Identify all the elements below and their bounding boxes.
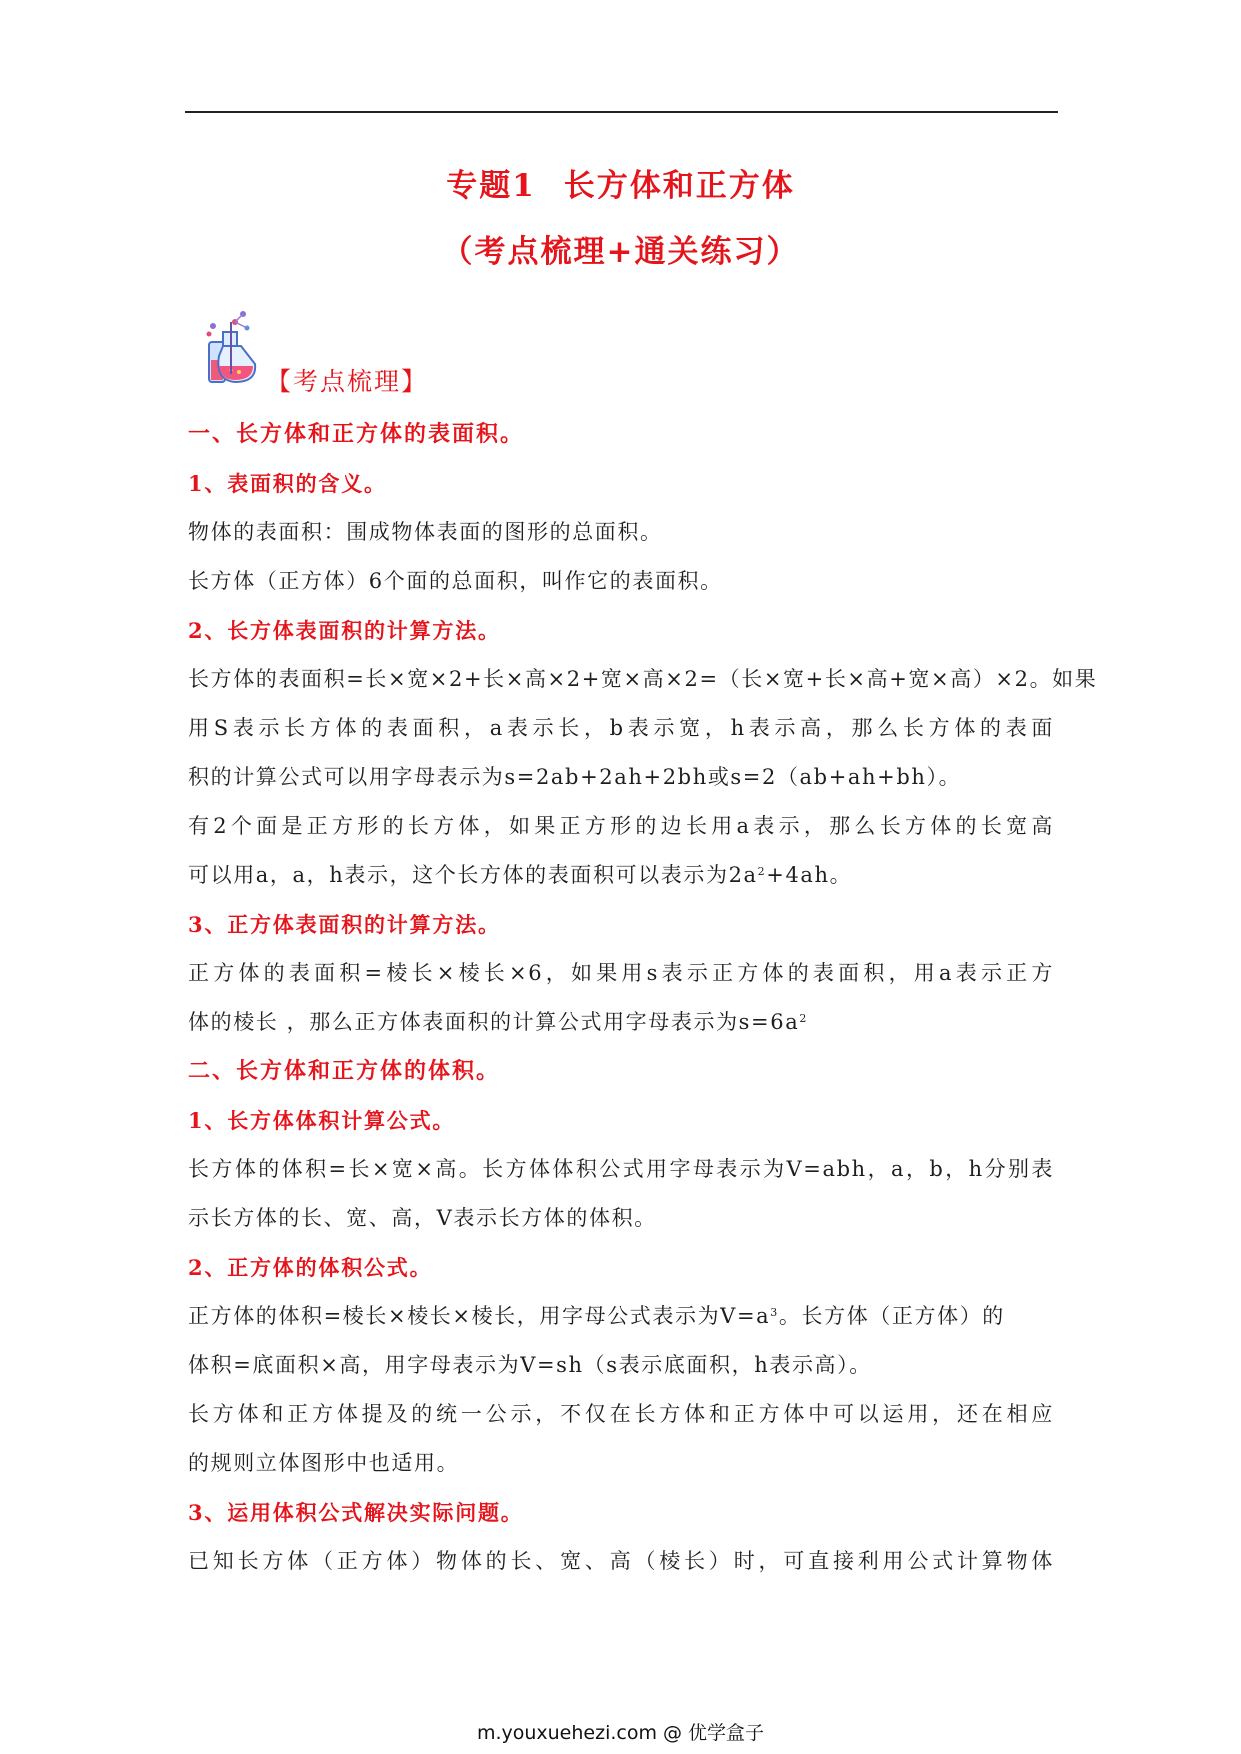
paragraph-line (188, 998, 1054, 1047)
superscript: 2 (757, 865, 767, 878)
paragraph-line (188, 851, 1054, 900)
superscript: 2 (799, 1012, 808, 1025)
paragraph-line: 已知长方体（正方体）物体的长、宽、高（棱长）时，可直接利用公式计算物体 (188, 1549, 1054, 1573)
section-tag: 【考点梳理】 (266, 367, 429, 396)
paragraph-line: 体积=底面积×高，用字母表示为V=sh（s表示底面积，h表示高）。 (188, 1353, 872, 1377)
text-segment: 正方体的体积=棱长×棱长×棱长，用字母公式表示为V=a (188, 1304, 771, 1328)
content-body (188, 410, 1098, 1586)
paragraph-line: 用S表示长方体的表面积，a表示长，b表示宽，h表示高，那么长方体的表面 (188, 716, 1054, 740)
paragraph-line: 长方体和正方体提及的统一公示，不仅在长方体和正方体中可以运用，还在相应 (188, 1402, 1054, 1426)
paragraph-line: 的规则立体图形中也适用。 (188, 1451, 460, 1475)
paragraph-line: 长方体的体积=长×宽×高。长方体体积公式用字母表示为V=abh，a，b，h分别表 (188, 1157, 1054, 1181)
top-rule (185, 111, 1058, 113)
subheading-cube-volume: 2、正方体的体积公式。 (188, 1255, 433, 1280)
paragraph-line: 长方体的表面积=长×宽×2+长×高×2+宽×高×2=（长×宽+长×高+宽×高）×2。如果 (188, 667, 1098, 691)
superscript: 3 (770, 1306, 779, 1319)
text-segment: +4ah。 (766, 863, 853, 887)
title-topic: 长方体和正方体 (563, 168, 795, 204)
text-segment: 体的棱长 ，那么正方体表面积的计算公式用字母表示为s=6a (188, 1010, 800, 1034)
subheading-cube-surface: 3、正方体表面积的计算方法。 (188, 912, 501, 937)
subheading-cuboid-surface: 2、长方体表面积的计算方法。 (188, 618, 501, 643)
page-subtitle: （考点梳理+通关练习） (441, 234, 800, 270)
heading-surface-area: 一、长方体和正方体的表面积。 (188, 421, 525, 447)
subheading-cuboid-volume: 1、长方体体积计算公式。 (188, 1108, 456, 1133)
subheading-meaning: 1、表面积的含义。 (188, 471, 387, 496)
paragraph-line: 有2个面是正方形的长方体，如果正方形的边长用a表示，那么长方体的长宽高 (188, 814, 1054, 838)
paragraph-line (188, 1292, 1054, 1341)
page-title (0, 160, 1241, 205)
paragraph-line: 物体的表面积：围成物体表面的图形的总面积。 (188, 520, 663, 544)
text-segment: 。长方体（正方体）的 (778, 1304, 1005, 1328)
text-segment: 可以用a，a，h表示，这个长方体的表面积可以表示为2a (188, 863, 758, 887)
paragraph-line: 示长方体的长、宽、高，V表示长方体的体积。 (188, 1206, 657, 1230)
paragraph-line: 积的计算公式可以用字母表示为s=2ab+2ah+2bh或s=2（ab+ah+bh）。 (188, 765, 962, 789)
subheading-practical: 3、运用体积公式解决实际问题。 (188, 1500, 524, 1525)
heading-volume: 二、长方体和正方体的体积。 (188, 1058, 501, 1084)
flask-icon (205, 308, 261, 386)
title-label: 专题1 (446, 168, 536, 204)
paragraph-line: 长方体（正方体）6个面的总面积，叫作它的表面积。 (188, 569, 723, 593)
paragraph-line: 正方体的表面积=棱长×棱长×6，如果用s表示正方体的表面积，用a表示正方 (188, 961, 1054, 985)
footer-watermark[interactable]: m.youxuehezi.com @ 优学盒子 (476, 1722, 765, 1744)
